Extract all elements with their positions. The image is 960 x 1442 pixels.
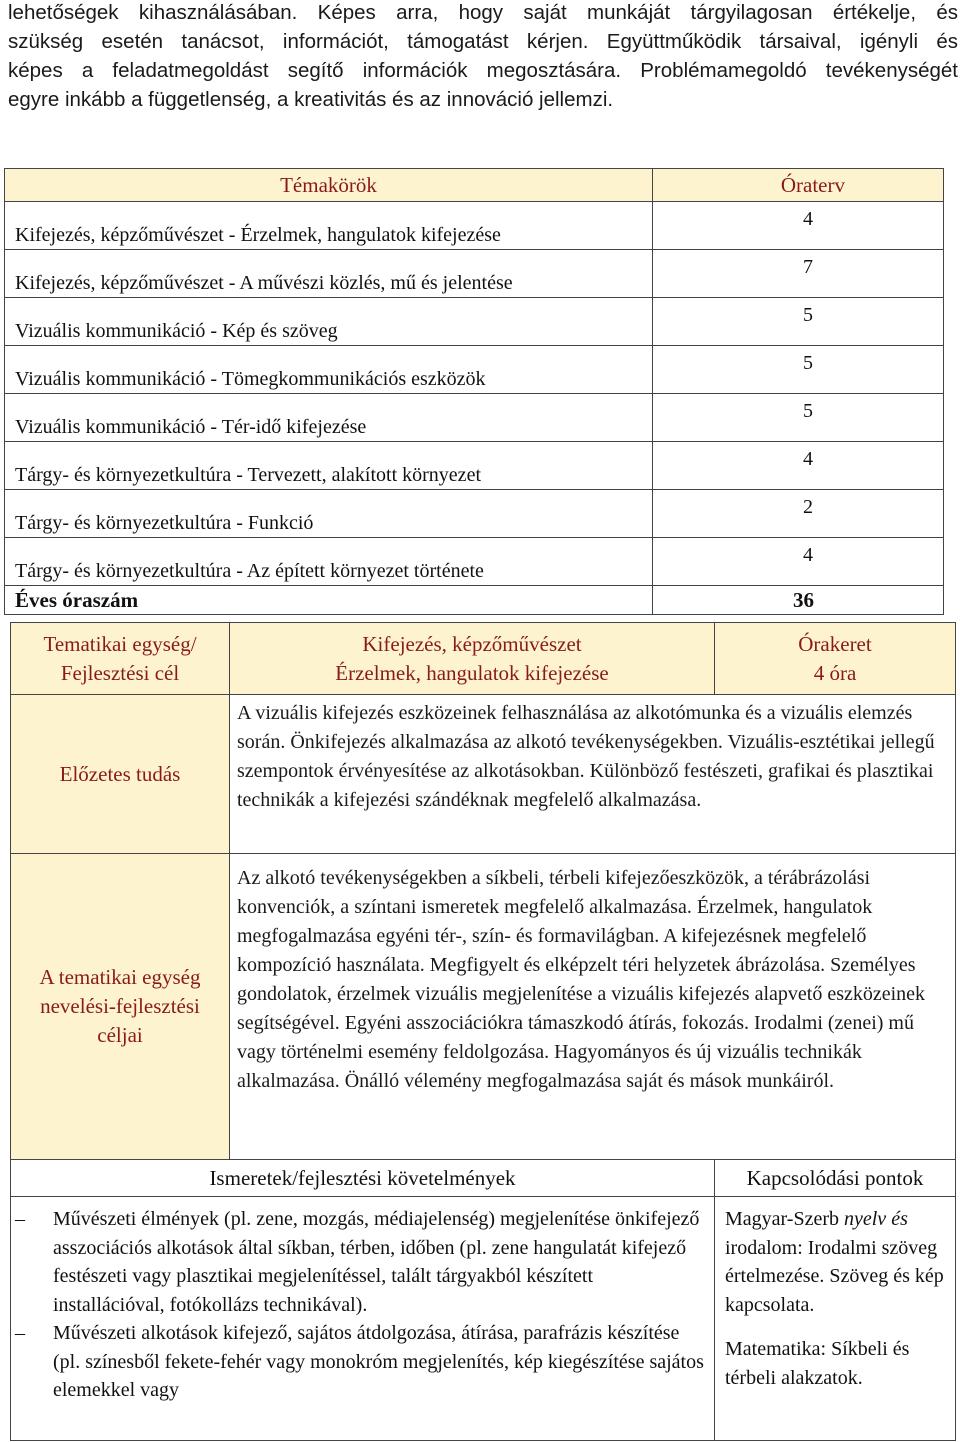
topic-row (5, 298, 944, 346)
prior-text: A vizuális kifejezés eszközeinek felhasználása az alkotómunka és a vizuális elemzés során. Önkifejezés alkalmazása az alkotó tevékenységekben. Vizuális-esztétikai jellegű szempontok érvényesítése az alkotásokban. Különböző festészeti, grafikai és plasztikai technikák a kifejezési szándéknak megfelelő alkalmazása. (230, 695, 956, 854)
topics-header-hours: Óraterv (653, 169, 944, 202)
connection-text: irodalom: Irodalmi szöveg értelmezése. Szöveg és kép kapcsolata. (725, 1236, 944, 1316)
unit-table (10, 622, 956, 1441)
requirements-header-row (11, 1160, 956, 1197)
topic-name: Vizuális kommunikáció - Tér-idő kifejezése (5, 394, 653, 442)
topic-row (5, 394, 944, 442)
topic-hours: 4 (653, 538, 944, 586)
requirements-cell (11, 1197, 715, 1441)
goals-label-cell (11, 854, 230, 1160)
intro-line: egyre inkább a függetlenség, a kreativitás és az innováció jellemzi. (8, 88, 614, 111)
topic-hours: 5 (653, 346, 944, 394)
unit-title-line: Érzelmek, hangulatok kifejezése (335, 660, 609, 685)
requirement-item (15, 1205, 708, 1319)
topics-header-topic: Témakörök (5, 169, 653, 202)
unit-header-row (11, 623, 956, 695)
topic-hours: 5 (653, 298, 944, 346)
topic-hours: 4 (653, 442, 944, 490)
intro-line: szükség esetén tanácsot, információt, támogatást kérjen. Együttműködik társaival, igényli és (8, 30, 958, 53)
topic-row (5, 346, 944, 394)
topics-total-row (5, 586, 944, 615)
intro-line: képes a feladatmegoldást segítő információk megosztására. Problémamegoldó tevékenységét (8, 59, 958, 82)
topic-name: Tárgy- és környezetkultúra - Funkció (5, 490, 653, 538)
total-value: 36 (653, 586, 944, 615)
topic-hours: 4 (653, 202, 944, 250)
requirement-item (15, 1319, 708, 1405)
connection-italic: nyelv és (844, 1208, 908, 1230)
frame-label: Órakeret (798, 631, 872, 656)
dash-bullet: – (15, 1208, 25, 1230)
frame-cell (715, 623, 956, 695)
topic-row (5, 538, 944, 586)
frame-value: 4 óra (813, 660, 857, 685)
unit-label-cell (11, 623, 230, 695)
goals-row (11, 854, 956, 1160)
connections-header: Kapcsolódási pontok (715, 1160, 956, 1197)
topic-name: Vizuális kommunikáció - Tömegkommunikációs eszközök (5, 346, 653, 394)
topic-name: Kifejezés, képzőművészet - Érzelmek, hangulatok kifejezése (5, 202, 653, 250)
goals-label-line: nevelési-fejlesztési (40, 994, 200, 1018)
requirements-row (11, 1197, 956, 1441)
topics-table (4, 168, 944, 615)
prior-label: Előzetes tudás (11, 695, 230, 854)
topic-name: Vizuális kommunikáció - Kép és szöveg (5, 298, 653, 346)
requirement-text: Művészeti élmények (pl. zene, mozgás, médiajelenség) megjelenítése önkifejező asszociációs alkotások által síkban, térben, időben (pl. zene hangulatát kifejező festészeti vagy plasztikai megjelenítéssel, talált tárgyakból készített installációval, fotókollázs technikával). (53, 1208, 700, 1316)
unit-title-cell (230, 623, 715, 695)
topic-hours: 5 (653, 394, 944, 442)
dash-bullet: – (15, 1322, 25, 1344)
total-label: Éves óraszám (5, 586, 653, 615)
intro-line: lehetőségek kihasználásában. Képes arra, hogy saját munkáját tárgyilagosan értékelje, és (8, 1, 958, 24)
topic-row (5, 442, 944, 490)
topic-row (5, 490, 944, 538)
topic-name: Tárgy- és környezetkultúra - Tervezett, alakított környezet (5, 442, 653, 490)
requirement-text: Művészeti alkotások kifejező, sajátos átdolgozása, átírása, parafrázis készítése (pl. színesből fekete-fehér vagy monokróm megjelenítés, kép kiegészítése sajátos elemekkel vagy (53, 1322, 704, 1401)
topic-hours: 7 (653, 250, 944, 298)
goals-text: Az alkotó tevékenységekben a síkbeli, térbeli kifejezőeszközök, a térábrázolási konvenciók, a színtani ismeretek megfelelő alkalmazása. Érzelmek, hangulatok megfogalmazása egyéni tér-, szín- és formavilágban. A kifejezésnek megfelelő kompozíció használata. Megfigyelt és elképzelt téri helyzetek ábrázolása. Személyes gondolatok, érzelmek vizuális megjelenítése a vizuális kifejezés alapvető eszközeinek segítségével. Egyéni asszociációkra támaszkodó átírás, fokozás. Irodalmi (zenei) mű vagy történelmi esemény feldolgozása. Hagyományos és új vizuális technikák alkalmazása. Önálló vélemény megfogalmazása saját és mások munkáiról. (230, 854, 956, 1160)
topic-row (5, 202, 944, 250)
connection-text: Magyar-Szerb (725, 1208, 844, 1230)
topics-header-row (5, 169, 944, 202)
connections-cell (715, 1197, 956, 1441)
topic-name: Kifejezés, képzőművészet - A művészi közlés, mű és jelentése (5, 250, 653, 298)
topic-hours: 2 (653, 490, 944, 538)
topic-name: Tárgy- és környezetkultúra - Az épített környezet története (5, 538, 653, 586)
unit-title-line: Kifejezés, képzőművészet (362, 631, 582, 656)
goals-label-line: A tematikai egység (39, 965, 201, 989)
goals-label-line: céljai (97, 1023, 143, 1047)
connection-item (725, 1205, 949, 1319)
topic-row (5, 250, 944, 298)
intro-paragraph (8, 0, 958, 114)
unit-label-line: Tematikai egység/ (43, 631, 197, 656)
requirements-header: Ismeretek/fejlesztési követelmények (11, 1160, 715, 1197)
unit-label-line: Fejlesztési cél (60, 660, 180, 685)
prior-knowledge-row (11, 695, 956, 854)
connection-item: Matematika: Síkbeli és térbeli alakzatok. (725, 1338, 910, 1389)
